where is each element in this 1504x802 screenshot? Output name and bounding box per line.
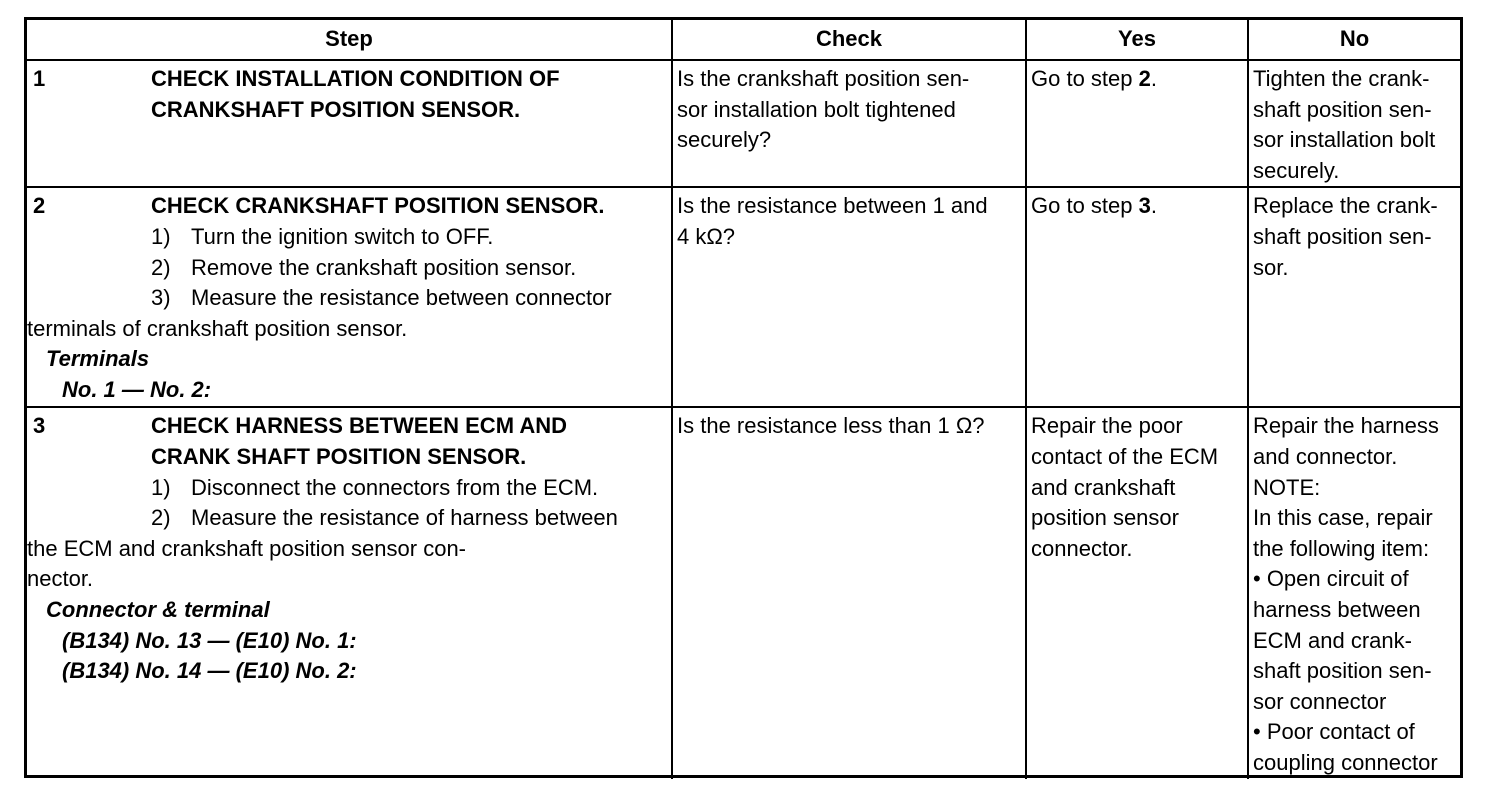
check-text: Is the crankshaft position sen- (677, 66, 970, 91)
substep: 2) Remove the crankshaft position sensor. (151, 254, 577, 280)
yes-text: . (1150, 193, 1157, 219)
yes-cell (1026, 187, 1248, 407)
bullet-item: ECM and crank- (1253, 627, 1412, 653)
bullet-item: • Open circuit of (1253, 566, 1409, 592)
header-check: Check (672, 20, 1026, 60)
step-cell (27, 60, 672, 187)
check-text: 4 kΩ? (677, 223, 736, 249)
check-text: sor installation bolt tightened (677, 96, 956, 122)
header-step: Step (27, 20, 672, 60)
header-row (27, 20, 1460, 60)
yes-step-link: 3 (1138, 193, 1151, 219)
yes-text: Go to step (1031, 66, 1139, 91)
bullet-item: coupling connector (1253, 749, 1438, 775)
step-number: 3 (33, 413, 46, 439)
check-cell (672, 60, 1026, 187)
yes-text: connector. (1031, 535, 1133, 561)
note-label: NOTE: (1253, 474, 1321, 500)
bullet-item: shaft position sen- (1253, 658, 1432, 684)
no-text: the following item: (1253, 535, 1430, 561)
terminal-spec: No. 1 — No. 2: (62, 376, 212, 402)
step-title: CHECK CRANKSHAFT POSITION SENSOR. (151, 193, 605, 219)
connector-heading: Connector & terminal (46, 596, 270, 622)
check-text: Is the resistance between 1 and (677, 193, 988, 219)
no-text: Tighten the crank- (1253, 66, 1430, 91)
yes-text: position sensor (1031, 505, 1179, 531)
yes-text: Go to step (1031, 193, 1139, 219)
diagnostic-table (27, 20, 1460, 779)
step-number: 1 (33, 66, 46, 91)
no-text: shaft position sen- (1253, 96, 1432, 122)
no-text: Replace the crank- (1253, 193, 1438, 219)
table-row-step-1 (27, 60, 1460, 187)
table-row-step-2 (27, 187, 1460, 407)
no-text: sor. (1253, 254, 1289, 280)
step-title: CHECK HARNESS BETWEEN ECM AND (151, 413, 567, 439)
no-text: shaft position sen- (1253, 223, 1432, 249)
substep: 1) Disconnect the connectors from the ECM. (151, 474, 599, 500)
table-row-step-3 (27, 407, 1460, 778)
yes-text: Repair the poor (1031, 413, 1183, 439)
step-title: CRANK SHAFT POSITION SENSOR. (151, 443, 527, 469)
yes-cell (1026, 60, 1248, 187)
bullet-item: harness between (1253, 596, 1421, 622)
step-cell (27, 187, 672, 407)
bullet-item: • Poor contact of (1253, 719, 1415, 745)
yes-step-link: 2 (1138, 66, 1151, 91)
bullet-item: sor connector (1253, 688, 1387, 714)
no-text: sor installation bolt (1253, 127, 1436, 153)
check-cell (672, 407, 1026, 778)
no-cell (1248, 60, 1460, 187)
diagnostic-table-frame (24, 17, 1463, 778)
step-cell (27, 407, 672, 778)
check-text: Is the resistance less than 1 Ω? (677, 413, 985, 439)
substep-continuation: terminals of crankshaft position sensor. (27, 315, 408, 341)
yes-text: . (1150, 66, 1157, 91)
yes-text: contact of the ECM (1031, 443, 1219, 469)
step-title: CHECK INSTALLATION CONDITION OF (151, 66, 560, 91)
no-text: In this case, repair (1253, 505, 1433, 531)
yes-text: and crankshaft (1031, 474, 1176, 500)
terminal-spec: (B134) No. 13 — (E10) No. 1: (62, 627, 357, 653)
substep: 1) Turn the ignition switch to OFF. (151, 223, 494, 249)
substep-continuation: nector. (27, 566, 94, 592)
header-no: No (1248, 20, 1460, 60)
step-number: 2 (33, 193, 46, 219)
check-cell (672, 187, 1026, 407)
step-title: CRANKSHAFT POSITION SENSOR. (151, 96, 521, 122)
no-text: Repair the harness (1253, 413, 1439, 439)
substep: 2) Measure the resistance of harness between (151, 505, 618, 531)
terminals-heading: Terminals (46, 346, 150, 372)
yes-cell (1026, 407, 1248, 778)
substep-continuation: the ECM and crankshaft position sensor con- (27, 535, 467, 561)
check-text: securely? (677, 127, 772, 153)
no-cell (1248, 407, 1460, 778)
no-text: and connector. (1253, 443, 1398, 469)
substep: 3) Measure the resistance between connector (151, 285, 612, 311)
no-text: securely. (1253, 157, 1340, 183)
terminal-spec: (B134) No. 14 — (E10) No. 2: (62, 658, 357, 684)
no-cell (1248, 187, 1460, 407)
header-yes: Yes (1026, 20, 1248, 60)
